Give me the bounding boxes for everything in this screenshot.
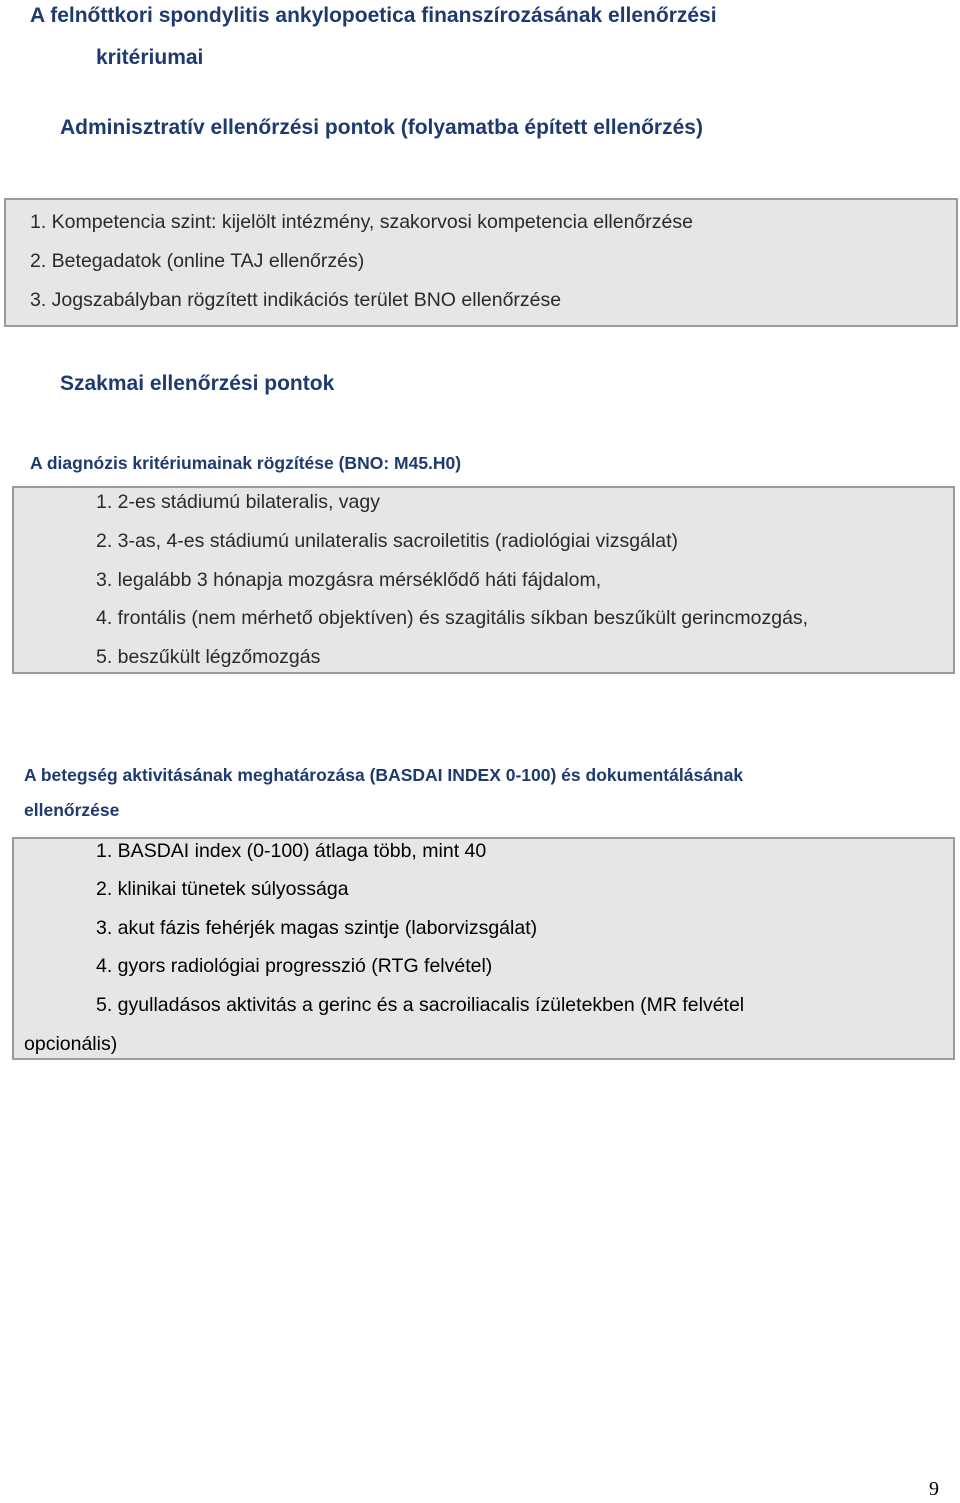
basdai-criteria-box <box>12 837 955 1060</box>
administrative-heading: Adminisztratív ellenőrzési pontok (folyamatba épített ellenőrzés) <box>60 116 703 139</box>
diagnosis-item-5: 5. beszűkült légzőmozgás <box>96 646 321 668</box>
basdai-heading-continued: ellenőrzése <box>24 800 120 820</box>
diagnosis-heading: A diagnózis kritériumainak rögzítése (BNO: M45.H0) <box>30 453 462 473</box>
page-title-continued: kritériumai <box>96 46 204 69</box>
diagnosis-item-1: 1. 2-es stádiumú bilateralis, vagy <box>96 491 380 513</box>
administrative-item-1: 1. Kompetencia szint: kijelölt intézmény, szakorvosi kompetencia ellenőrzése <box>30 211 693 233</box>
diagnosis-item-3: 3. legalább 3 hónapja mozgásra mérséklődő háti fájdalom, <box>96 569 602 591</box>
basdai-item-3: 3. akut fázis fehérjék magas szintje (laborvizsgálat) <box>96 917 538 939</box>
administrative-item-2: 2. Betegadatok (online TAJ ellenőrzés) <box>30 250 365 272</box>
basdai-item-1: 1. BASDAI index (0-100) átlaga több, mint 40 <box>96 840 487 862</box>
basdai-item-5-continued: opcionális) <box>24 1033 118 1055</box>
page-title: A felnőttkori spondylitis ankylopoetica finanszírozásának ellenőrzési <box>30 4 717 27</box>
basdai-item-2: 2. klinikai tünetek súlyossága <box>96 878 349 900</box>
diagnosis-item-4: 4. frontális (nem mérhető objektíven) és szagitális síkban beszűkült gerincmozgás, <box>96 607 809 629</box>
professional-heading: Szakmai ellenőrzési pontok <box>60 372 335 395</box>
diagnosis-item-2: 2. 3-as, 4-es stádiumú unilateralis sacroiletitis (radiológiai vizsgálat) <box>96 530 679 552</box>
basdai-item-4: 4. gyors radiológiai progresszió (RTG felvétel) <box>96 955 493 977</box>
basdai-item-5: 5. gyulladásos aktivitás a gerinc és a sacroiliacalis ízületekben (MR felvétel <box>96 994 745 1016</box>
page-number: 9 <box>929 1478 939 1500</box>
administrative-item-3: 3. Jogszabályban rögzített indikációs terület BNO ellenőrzése <box>30 289 562 311</box>
basdai-heading: A betegség aktivitásának meghatározása (BASDAI INDEX 0-100) és dokumentálásának <box>24 765 744 785</box>
